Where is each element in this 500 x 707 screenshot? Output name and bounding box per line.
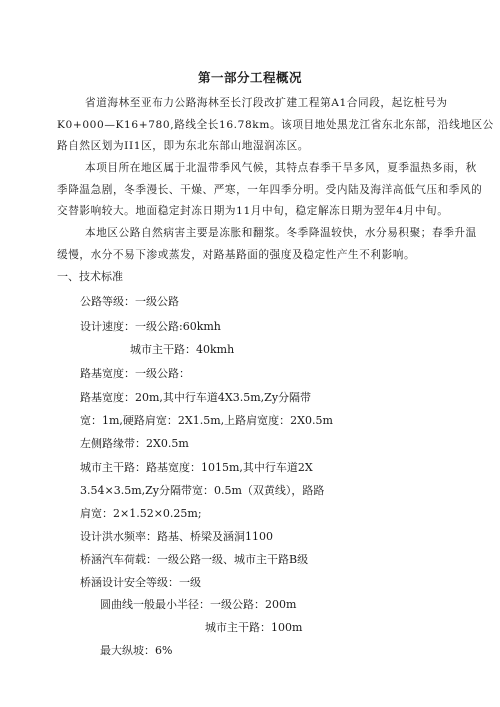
spec-line: 宽：1m,硬路肩宽：2X1.5m,上路肩宽度：2X0.5m	[80, 414, 333, 427]
spec-line: 肩宽：2×1.52×0.25m;	[80, 507, 202, 520]
paragraph-line: 本项目所在地区属于北温带季风气候，其特点春季干旱多风，夏季温热多雨，秋	[85, 162, 477, 174]
spec-line: 设计速度：一级公路:60kmh	[80, 320, 221, 333]
spec-line: 公路等级：一级公路	[80, 295, 179, 308]
document-title: 第一部分工程概况	[197, 70, 302, 85]
spec-line: 桥涵汽车荷载：一级公路一级、城市主干路B级	[80, 553, 309, 566]
paragraph-line: 本地区公路自然病害主要是冻胀和翻浆。冬季降温较快，水分易积聚；春季升温	[85, 227, 477, 239]
paragraph-line: 交替影响较大。地面稳定封冻日期为11月中旬，稳定解冻日期为翌年4月中旬。	[57, 205, 449, 217]
paragraph-line: K0+000—K16+780,路线全长16.78km。该项目地处黑龙江省东北东部，沿线地区公	[57, 119, 494, 131]
spec-line: 路基宽度：一级公路：	[80, 367, 190, 380]
paragraph-line: 季降温急剧，冬季漫长、干燥、严寒，一年四季分明。受内陆及海洋高低气压和季风的	[57, 184, 483, 196]
section-heading: 一、技术标准	[57, 270, 123, 283]
paragraph-line: 省道海林至亚布力公路海林至长汀段改扩建工程第A1合同段，起讫桩号为	[85, 97, 448, 109]
paragraph-line: 路自然区划为II1区，即为东北东部山地湿润冻区。	[57, 140, 309, 152]
spec-line: 城市主干路：路基宽度：1015m,其中行车道2X	[80, 461, 313, 474]
spec-line: 路基宽度：20m,其中行车道4X3.5m,Zy分隔带	[80, 391, 312, 404]
spec-line: 圆曲线一般最小半径：一级公路：200m	[100, 598, 297, 611]
spec-line: 3.54×3.5m,Zy分隔带宽：0.5m（双黄线），路路	[80, 484, 325, 497]
spec-line: 最大纵坡：6%	[100, 644, 173, 657]
paragraph-line: 缓慢，水分不易下渗或蒸发，对路基路面的强度及稳定性产生不利影响。	[57, 249, 416, 261]
spec-line: 左侧路缘带：2X0.5m	[80, 437, 189, 450]
spec-line: 城市主干路：100m	[205, 621, 303, 634]
spec-line: 桥涵设计安全等级：一级	[80, 576, 201, 589]
spec-line: 城市主干路：40kmh	[130, 343, 235, 356]
spec-line: 设计洪水频率：路基、桥梁及涵洞1100	[80, 530, 273, 543]
